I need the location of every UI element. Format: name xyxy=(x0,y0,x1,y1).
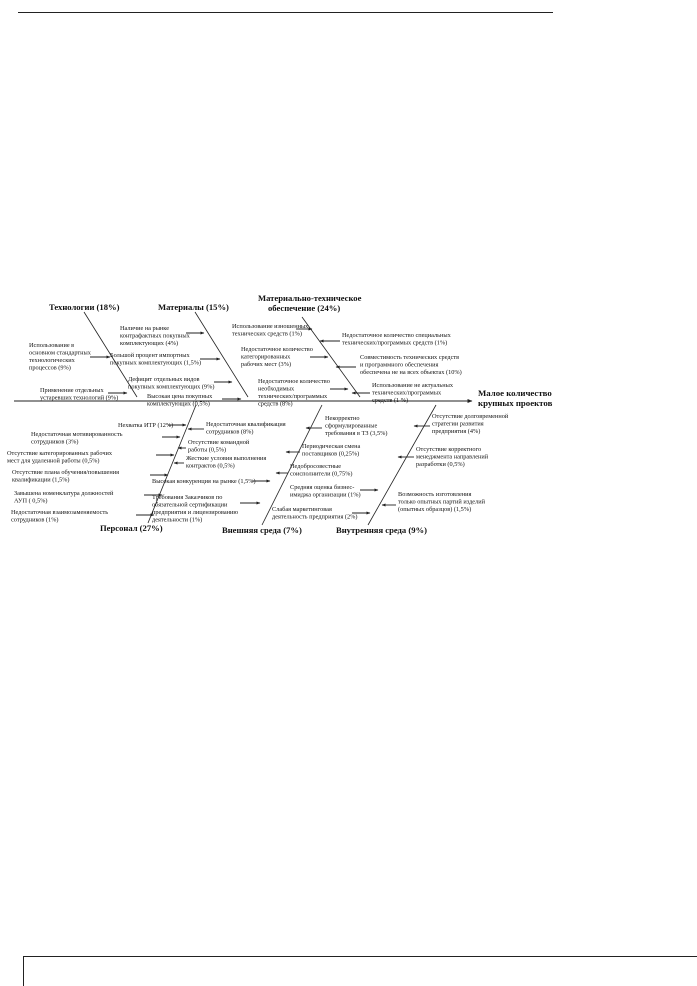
cause-label: Применение отдельных устаревших технологий (9%) xyxy=(40,387,119,402)
technology-title: Технологии (18%) xyxy=(49,302,120,312)
cause-label: Дефицит отдельных видов покупных комплектующих (9%) xyxy=(128,376,215,391)
cause-label: Использование не актуальных технических/программых средств (1 %) xyxy=(372,382,454,404)
cause-label: Недостаточная мотивированность сотрудников (3%) xyxy=(31,431,123,446)
cause-label: Отсутствие долговременной стратегии развития предприятия (4%) xyxy=(432,413,509,435)
cause-label: Отсутствие категорированных рабочих мест для удаленной работы (0,5%) xyxy=(7,450,113,465)
mto-title: Материально-техническое обеспечение (24%) xyxy=(258,293,362,313)
cause-label: Отсутствие корректного менеджмента направлений разработки (0,5%) xyxy=(416,446,489,468)
cause-label: Использование в основном стандартных технологических процессов (9%) xyxy=(29,342,91,372)
personnel-title: Персонал (27%) xyxy=(100,523,163,533)
internal-title: Внутренняя среда (9%) xyxy=(336,525,427,535)
corner-bracket xyxy=(23,956,24,986)
cause-label: Использование изношенных технических средств (1%) xyxy=(232,323,309,338)
effect-label: Малое количество крупных проектов xyxy=(478,388,553,408)
cause-label: Отсутствие командной работы (0,5%) xyxy=(188,439,250,454)
materials-title: Материалы (15%) xyxy=(158,302,229,312)
cause-label: Недостаточная взаимозаменяемость сотрудников (1%) xyxy=(11,509,109,524)
external-title: Внешняя среда (7%) xyxy=(222,525,302,535)
cause-label: Нехватка ИТР (12%) xyxy=(118,422,174,429)
cause-label: Периодическая смена поставщиков (0,25%) xyxy=(302,443,361,458)
fishbone-diagram xyxy=(0,285,697,550)
bottom-rule xyxy=(23,956,697,957)
cause-label: Требования Заказчиков по обязательной сертификации предприятия и лицензированию деятельности (1%) xyxy=(152,494,239,524)
cause-label: Возможность изготовления только опытных партий изделий (опытных образцов) (1,5%) xyxy=(398,491,485,513)
cause-label: Недостаточное количество категорированных рабочих мест (3%) xyxy=(241,346,313,368)
cause-label: Слабая маркетинговая деятельность предприятия (2%) xyxy=(272,506,358,521)
cause-label: Большой процент импортных покупных комплектующих (1,5%) xyxy=(110,352,202,367)
cause-label: Высокая цена покупных комплектующих (0,5%) xyxy=(147,393,213,408)
cause-label: Недостаточная квалификация сотрудников (8%) xyxy=(206,421,286,436)
cause-label: Высокая конкуренция на рынке (1,5%) xyxy=(152,478,256,485)
cause-label: Недостаточное количество специальных технических/программых средств (1%) xyxy=(342,332,451,347)
cause-label: Жесткие условия выполнения контрактов (0,5%) xyxy=(186,455,267,470)
cause-label: Завышена номенклатура должностей АУП ( 0,5%) xyxy=(14,490,114,505)
cause-label: Недобросовестные соисполнители (0,75%) xyxy=(290,463,353,478)
cause-label: Наличие на рынке контрафактных покупных комплектующих (4%) xyxy=(120,325,190,347)
cause-label: Некорректно сформулированные требования в ТЗ (3,5%) xyxy=(325,415,388,437)
cause-label: Средняя оценка бизнес- имиджа организации (1%) xyxy=(290,484,361,499)
cause-label: Недостаточное количество необходимых технических/программых средств (8%) xyxy=(258,378,330,408)
cause-label: Совместимость технических средств и программного обеспечения обеспечена не на всех объектах (10%) xyxy=(360,354,462,376)
top-rule xyxy=(18,12,553,13)
cause-label: Отсутствие плана обучения/повышения квалификации (1,5%) xyxy=(12,469,119,484)
